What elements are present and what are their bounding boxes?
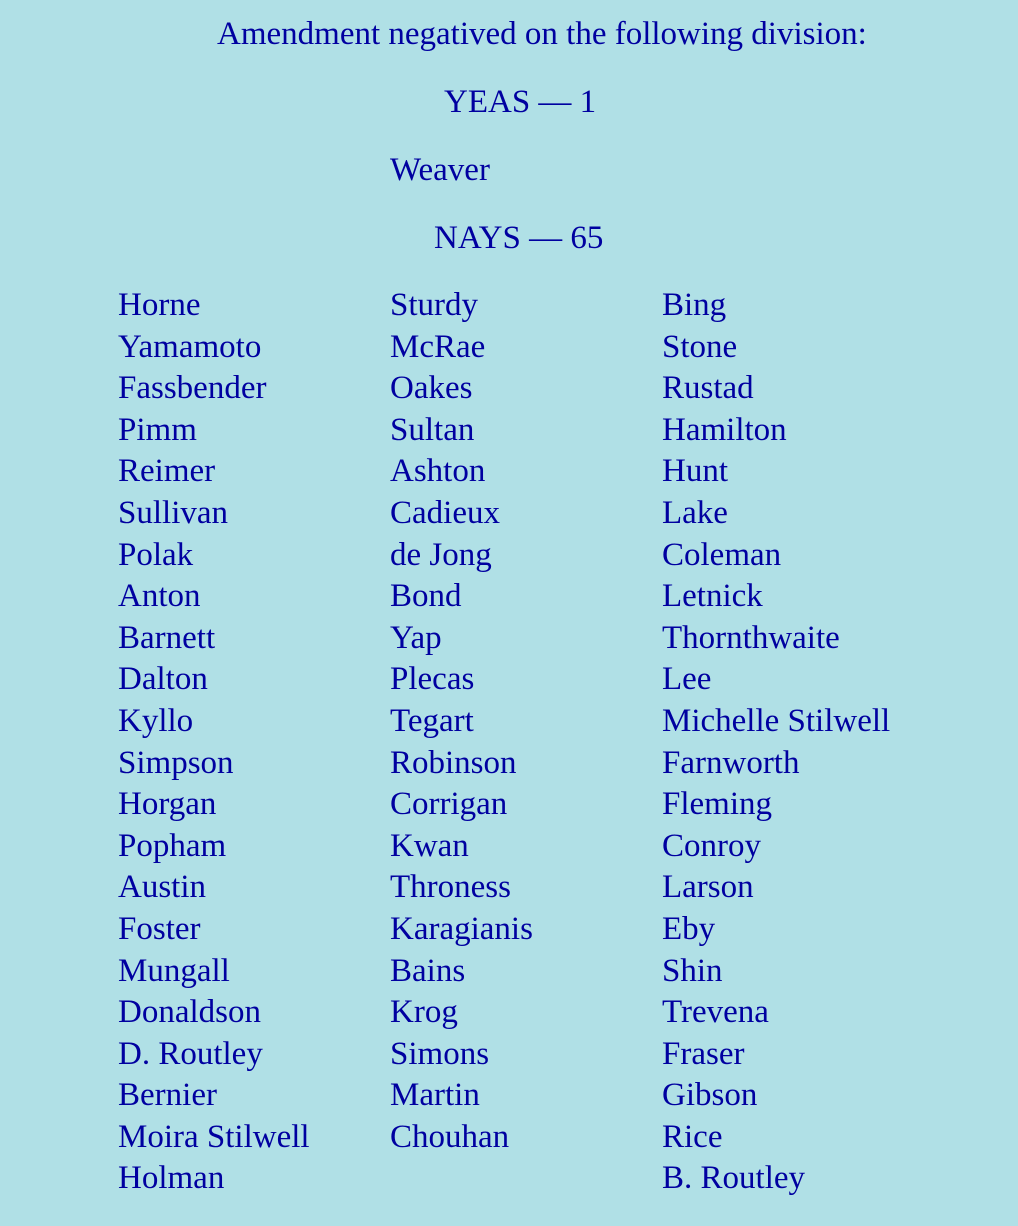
nays-member-name: Trevena <box>662 994 769 1031</box>
nays-member-name: D. Routley <box>118 1035 263 1072</box>
nays-member-name: Bing <box>662 287 727 323</box>
nays-member-name: Pimm <box>118 411 197 448</box>
nays-member-name: Polak <box>118 536 194 573</box>
division-heading: Amendment negatived on the following division: <box>217 16 867 52</box>
nays-member-name: Farnworth <box>662 744 800 781</box>
nays-member-name: Coleman <box>662 536 782 573</box>
nays-member-name: Moira Stilwell <box>118 1118 310 1155</box>
nays-member-name: Martin <box>390 1077 480 1114</box>
nays-member-name: Hamilton <box>662 411 787 448</box>
nays-column-2 <box>390 285 533 1158</box>
nays-member-name: Rustad <box>662 370 754 407</box>
nays-member-name: Krog <box>390 994 458 1031</box>
yeas-title: YEAS — 1 <box>444 84 597 120</box>
nays-member-name: Corrigan <box>390 786 508 823</box>
nays-member-name: Michelle Stilwell <box>662 702 891 739</box>
nays-title: NAYS — 65 <box>434 220 604 256</box>
nays-member-name: Plecas <box>390 661 475 698</box>
nays-member-name: Chouhan <box>390 1118 510 1155</box>
nays-member-name: Stone <box>662 328 738 365</box>
nays-member-name: Horne <box>118 287 201 323</box>
nays-member-name: Sullivan <box>118 494 229 531</box>
nays-column-3 <box>662 285 890 1200</box>
nays-member-name: Popham <box>118 827 227 864</box>
nays-member-name: Foster <box>118 910 201 947</box>
nays-member-name: Barnett <box>118 619 216 656</box>
nays-member-name: Kwan <box>390 827 469 864</box>
nays-member-name: Karagianis <box>390 910 533 947</box>
nays-member-name: Bond <box>390 578 462 615</box>
nays-member-name: Dalton <box>118 661 208 698</box>
nays-member-name: Horgan <box>118 786 217 823</box>
nays-member-name: Fraser <box>662 1035 745 1072</box>
nays-member-name: B. Routley <box>662 1160 806 1197</box>
nays-member-name: Conroy <box>662 827 761 864</box>
nays-member-name: Robinson <box>390 744 517 781</box>
nays-member-name: Mungall <box>118 952 230 989</box>
nays-member-name: Bernier <box>118 1077 217 1114</box>
nays-member-name: Holman <box>118 1160 225 1197</box>
nays-member-name: Sultan <box>390 411 475 448</box>
nays-member-name: Lake <box>662 494 728 531</box>
nays-member-name: Simpson <box>118 744 234 781</box>
nays-member-name: Larson <box>662 869 754 906</box>
nays-member-name: Simons <box>390 1035 490 1072</box>
nays-member-name: Throness <box>390 869 511 906</box>
nays-member-name: Yamamoto <box>118 328 262 365</box>
nays-member-name: Reimer <box>118 453 216 490</box>
nays-member-name: Cadieux <box>390 494 500 531</box>
nays-member-name: Sturdy <box>390 287 479 323</box>
nays-member-name: Eby <box>662 910 716 947</box>
nays-member-name: Shin <box>662 952 723 989</box>
nays-member-name: McRae <box>390 328 486 365</box>
yeas-name: Weaver <box>390 152 490 188</box>
nays-member-name: Bains <box>390 952 466 989</box>
nays-member-name: Austin <box>118 869 207 906</box>
nays-member-name: Oakes <box>390 370 473 407</box>
nays-member-name: Hunt <box>662 453 728 490</box>
nays-member-name: Donaldson <box>118 994 261 1031</box>
nays-member-name: Kyllo <box>118 702 194 739</box>
nays-member-name: Fassbender <box>118 370 267 407</box>
nays-member-name: Anton <box>118 578 201 615</box>
nays-member-name: Fleming <box>662 786 773 823</box>
nays-member-name: Yap <box>390 619 442 656</box>
nays-member-name: Tegart <box>390 702 474 739</box>
nays-column-1 <box>118 285 310 1200</box>
nays-member-name: Gibson <box>662 1077 758 1114</box>
nays-member-name: Ashton <box>390 453 486 490</box>
nays-member-name: Thornthwaite <box>662 619 840 656</box>
nays-member-name: Rice <box>662 1118 723 1155</box>
nays-member-name: Lee <box>662 661 712 698</box>
nays-member-name: Letnick <box>662 578 763 615</box>
nays-member-name: de Jong <box>390 536 492 573</box>
